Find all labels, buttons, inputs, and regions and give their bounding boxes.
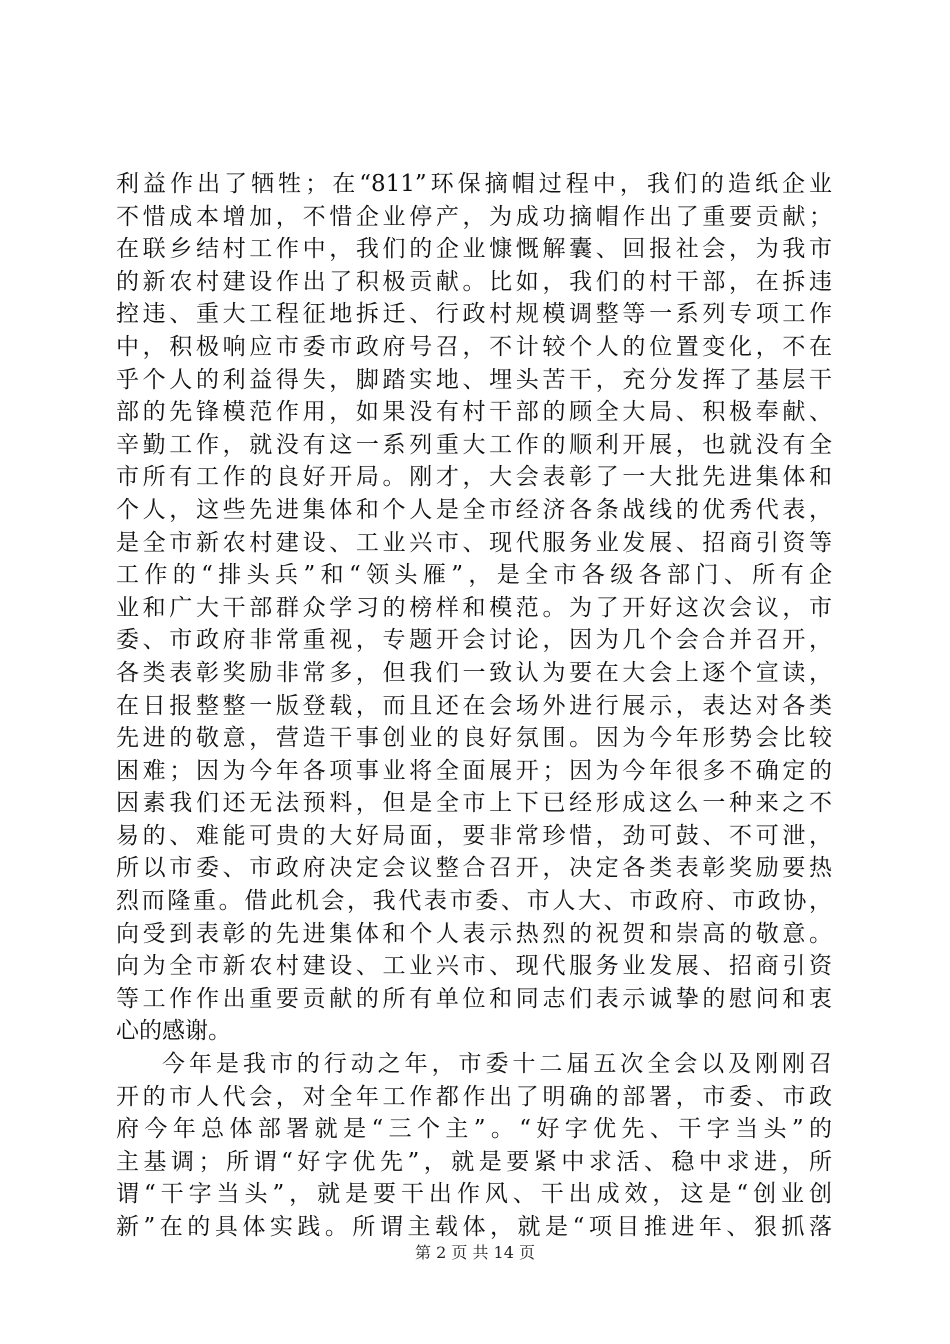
text-line-24: 向受到表彰的先进集体和个人表示热烈的祝贺和崇高的敬意。	[116, 920, 832, 947]
text-line-26: 等工作作出重要贡献的所有单位和同志们表示诚挚的慰问和衷	[116, 985, 832, 1012]
text-line-32: 谓“干字当头”，就是要干出作风、干出成效，这是“创业创	[116, 1181, 832, 1208]
text-line-22: 所以市委、市政府决定会议整合召开，决定各类表彰奖励要热	[116, 855, 832, 882]
page-number-footer: 第 2 页 共 14 页	[415, 1243, 535, 1262]
text-line-19: 困难；因为今年各项事业将全面展开；因为今年很多不确定的	[116, 757, 832, 784]
text-line-7: 乎个人的利益得失，脚踏实地、埋头苦干，充分发挥了基层干	[116, 366, 832, 393]
text-line-11: 个人，这些先进集体和个人是全市经济各条战线的优秀代表，	[116, 496, 832, 523]
text-line-10: 市所有工作的良好开局。刚才，大会表彰了一大批先进集体和	[116, 464, 832, 491]
body-text	[116, 168, 832, 1244]
text-line-33: 新”在的具体实践。所谓主载体，就是“项目推进年、狠抓落	[116, 1214, 832, 1240]
text-line-2: 不惜成本增加，不惜企业停产，为成功摘帽作出了重要贡献；	[116, 203, 832, 230]
text-line-6: 中，积极响应市委市政府号召，不计较个人的位置变化，不在	[116, 333, 832, 360]
text-line-15: 委、市政府非常重视，专题开会讨论，因为几个会合并召开，	[116, 627, 832, 654]
text-line-4: 的新农村建设作出了积极贡献。比如，我们的村干部，在拆违	[116, 268, 832, 295]
text-line-5: 控违、重大工程征地拆迁、行政村规模调整等一系列专项工作	[116, 301, 832, 328]
text-line-30: 府今年总体部署就是“三个主”。“好字优先、干字当头”的	[116, 1116, 832, 1143]
text-line-12: 是全市新农村建设、工业兴市、现代服务业发展、招商引资等	[116, 529, 832, 556]
text-line-23: 烈而隆重。借此机会，我代表市委、市人大、市政府、市政协，	[116, 888, 832, 915]
text-line-29: 开的市人代会，对全年工作都作出了明确的部署，市委、市政	[116, 1083, 832, 1110]
text-line-31: 主基调；所谓“好字优先”，就是要紧中求活、稳中求进，所	[116, 1148, 832, 1175]
text-line-9: 辛勤工作，就没有这一系列重大工作的顺利开展，也就没有全	[116, 431, 832, 458]
text-line-8: 部的先锋模范作用，如果没有村干部的顾全大局、积极奉献、	[116, 399, 832, 426]
text-line-20: 因素我们还无法预料，但是全市上下已经形成这么一种来之不	[116, 790, 832, 817]
text-line-3: 在联乡结村工作中，我们的企业慷慨解囊、回报社会，为我市	[116, 236, 832, 263]
text-line-18: 先进的敬意，营造干事创业的良好氛围。因为今年形势会比较	[116, 725, 832, 752]
text-line-21: 易的、难能可贵的大好局面，要非常珍惜，劲可鼓、不可泄，	[116, 822, 832, 849]
text-line-17: 在日报整整一版登载，而且还在会场外进行展示，表达对各类	[116, 692, 832, 719]
text-line-16: 各类表彰奖励非常多，但我们一致认为要在大会上逐个宣读，	[116, 659, 832, 686]
text-line-14: 业和广大干部群众学习的榜样和模范。为了开好这次会议，市	[116, 594, 832, 621]
text-line-1: 利益作出了牺牲；在“811”环保摘帽过程中，我们的造纸企业	[116, 171, 832, 197]
text-line-28: 今年是我市的行动之年，市委十二届五次全会以及刚刚召	[162, 1051, 832, 1078]
text-line-25: 向为全市新农村建设、工业兴市、现代服务业发展、招商引资	[116, 953, 832, 980]
text-line-13: 工作的“排头兵”和“领头雁”，是全市各级各部门、所有企	[116, 562, 832, 589]
text-line-27: 心的感谢。	[116, 1018, 231, 1045]
